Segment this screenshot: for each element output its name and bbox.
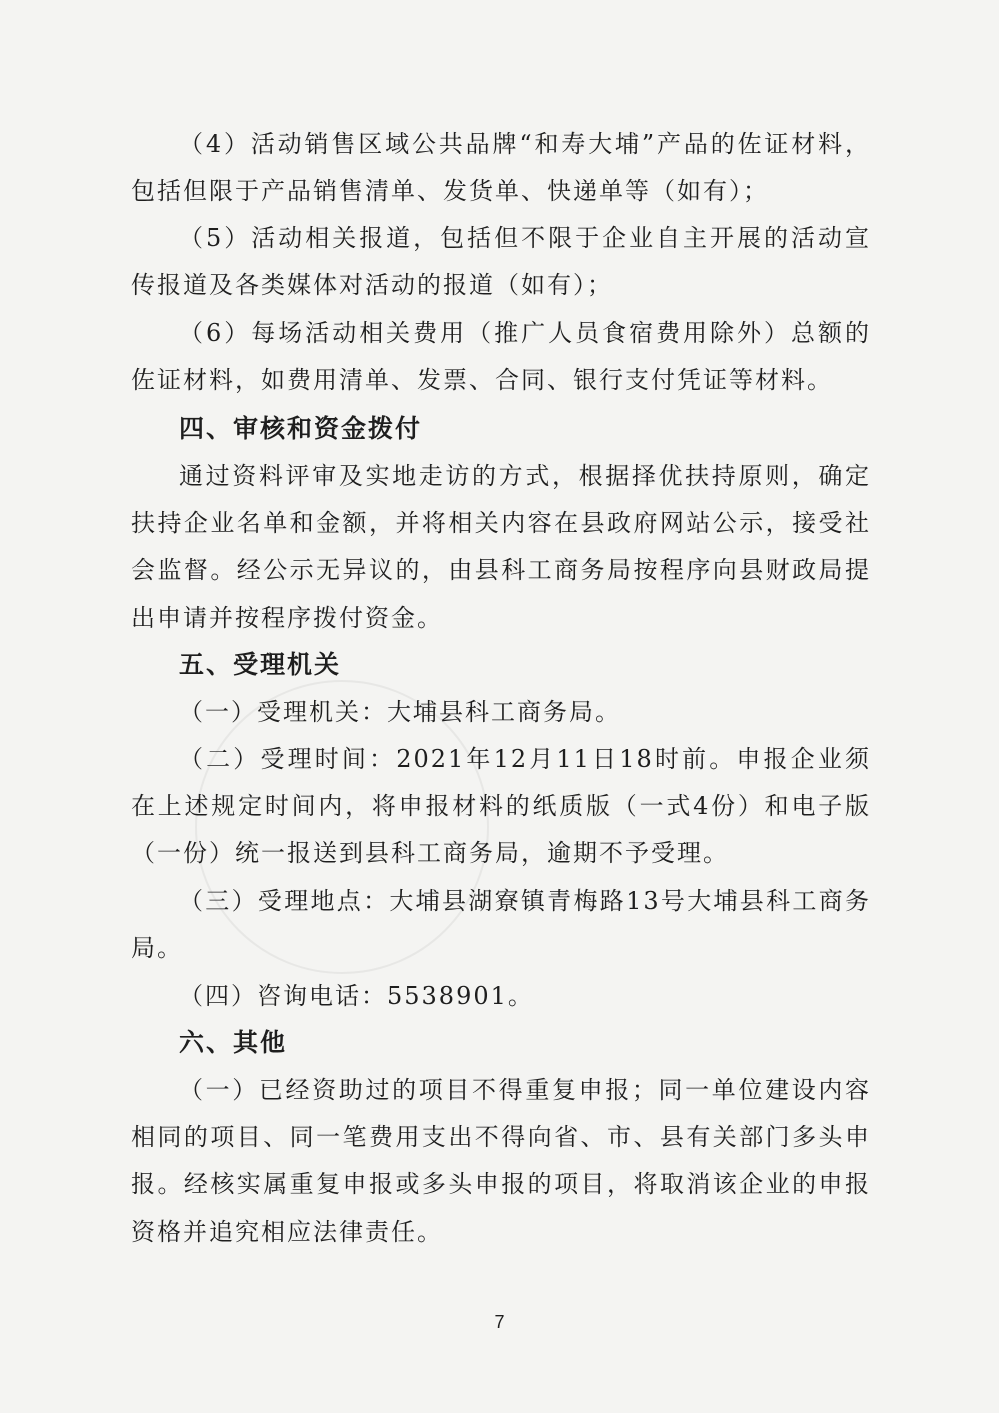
section-heading-other: 六、其他: [179, 1028, 288, 1057]
paragraph-5-reports: （5）活动相关报道，包括但不限于企业自主开展的活动宣传报道及各类媒体对活动的报道（如有）；: [131, 224, 871, 300]
paragraph-6-expenses: （6）每场活动相关费用（推广人员食宿费用除外）总额的佐证材料，如费用清单、发票、合同、银行支付凭证等材料。: [131, 319, 871, 395]
page-number: 7: [494, 1312, 505, 1332]
paragraph-review-funding: 通过资料评审及实地走访的方式，根据择优扶持原则，确定扶持企业名单和金额，并将相关内容在县政府网站公示，接受社会监督。经公示无异议的，由县科工商务局按程序向县财政局提出申请并按程序拨付资金。: [131, 462, 871, 632]
paragraph-4-sales-materials: （4）活动销售区域公共品牌“和寿大埔”产品的佐证材料，包括但限于产品销售清单、发货单、快递单等（如有）；: [131, 130, 871, 206]
section-heading-review-funding: 四、审核和资金拨付: [179, 414, 423, 443]
section-heading-accepting-agency: 五、受理机关: [179, 650, 342, 679]
paragraph-phone: （四）咨询电话：5538901。: [179, 982, 534, 1010]
paragraph-location: （三）受理地点：大埔县湖寮镇青梅路13号大埔县科工商务局。: [131, 887, 871, 963]
paragraph-agency: （一）受理机关：大埔县科工商务局。: [179, 698, 621, 726]
paragraph-other-1: （一）已经资助过的项目不得重复申报；同一单位建设内容相同的项目、同一笔费用支出不得向省、市、县有关部门多头申报。经核实属重复申报或多头申报的项目，将取消该企业的申报资格并追究相应法律责任。: [131, 1076, 871, 1246]
paragraph-time: （二）受理时间：2021年12月11日18时前。申报企业须在上述规定时间内，将申报材料的纸质版（一式4份）和电子版（一份）统一报送到县科工商务局，逾期不予受理。: [131, 745, 871, 868]
